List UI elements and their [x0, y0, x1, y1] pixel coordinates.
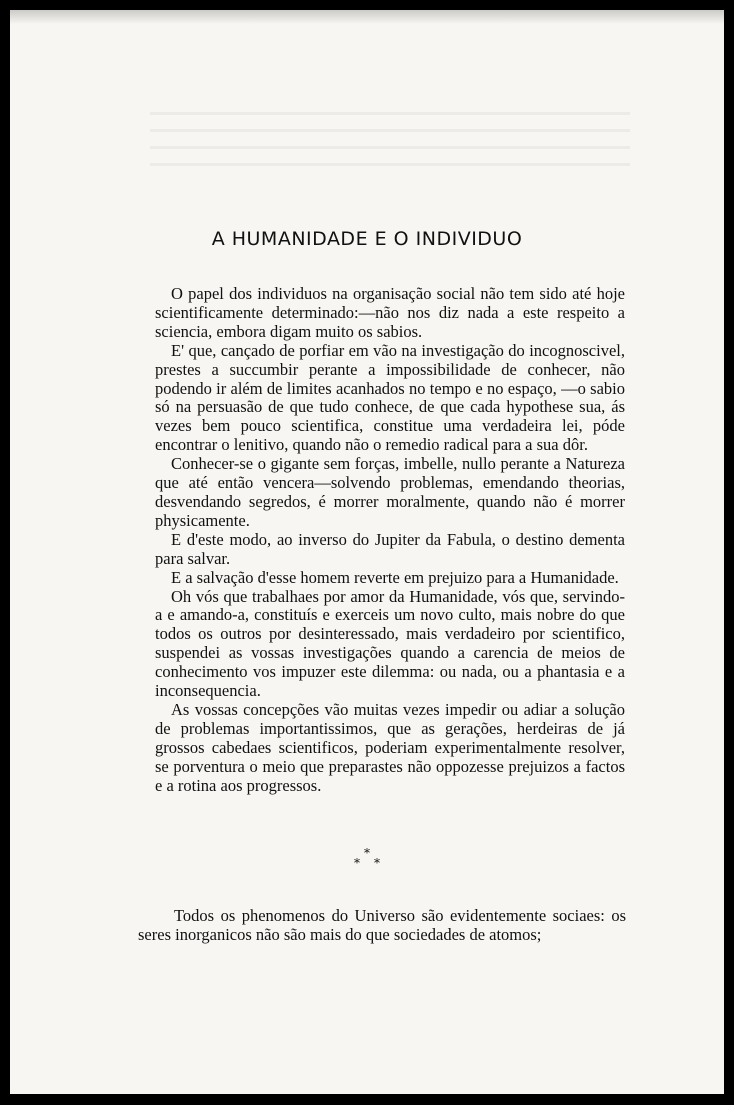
body-text [155, 285, 625, 795]
closing-text [138, 906, 626, 944]
scan-shadow [10, 10, 724, 24]
paragraph-6: Oh vós que trabalhaes por amor da Humanidade, vós que, servindo-a e amando-a, constituís e exerceis um novo culto, mais nobre do que todos os outros por desinteressado, mais verdadeiro por scientifico, suspendei as vossas investigações quando a carencia de meios de conhecimento vos impuzer este dilemma: ou nada, ou a phantasia e a inconsequencia. [155, 586, 625, 701]
paragraph-5: E a salvação d'esse homem reverte em prejuizo para a Humanidade. [171, 567, 619, 587]
paragraph-2: E' que, cançado de porfiar em vão na investigação do incognoscivel, prestes a succumbir perante a impossibilidade de conhecer, não podendo ir além de limites acanhados no tempo e no espaço, —o sabio só na persuasão de que tudo conhece, de que cada hypothese sua, ás vezes bem pouco scientifica, constitue uma verdadeira lei, póde encontrar o lenitivo, quando não o remedio radical para a sua dôr. [155, 340, 625, 455]
bleed-through [150, 98, 630, 178]
paragraph-4: E d'este modo, ao inverso do Jupiter da Fabula, o destino dementa para salvar. [155, 529, 625, 568]
paragraph-7: As vossas concepções vão muitas vezes impedir ou adiar a solução de problemas importantissimos, que as gerações, herdeiras de já grossos cabedaes scientificos, poderiam experimentalmente resolver, se porventura o meio que preparastes não oppozesse prejuizos a factos e a rotina aos progressos. [155, 699, 625, 795]
closing-paragraph: Todos os phenomenos do Universo são evidentemente sociaes: os seres inorganicos não são mais do que sociedades de atomos; [138, 906, 626, 944]
paragraph-1: O papel dos individuos na organisação social não tem sido até hoje scientificamente determinado:—não nos diz nada a este respeito a sciencia, embora digam muito os sabios. [155, 284, 625, 341]
paragraph-3: Conhecer-se o gigante sem forças, imbelle, nullo perante a Natureza que até então vencera—solvendo problemas, emendando theorias, desvendando segredos, é morrer moralmente, quando não é morrer physicamente. [155, 454, 625, 530]
section-separator: * ** [354, 846, 394, 870]
chapter-title: A HUMANIDADE E O INDIVIDUO [211, 228, 523, 250]
book-page [10, 10, 724, 1094]
